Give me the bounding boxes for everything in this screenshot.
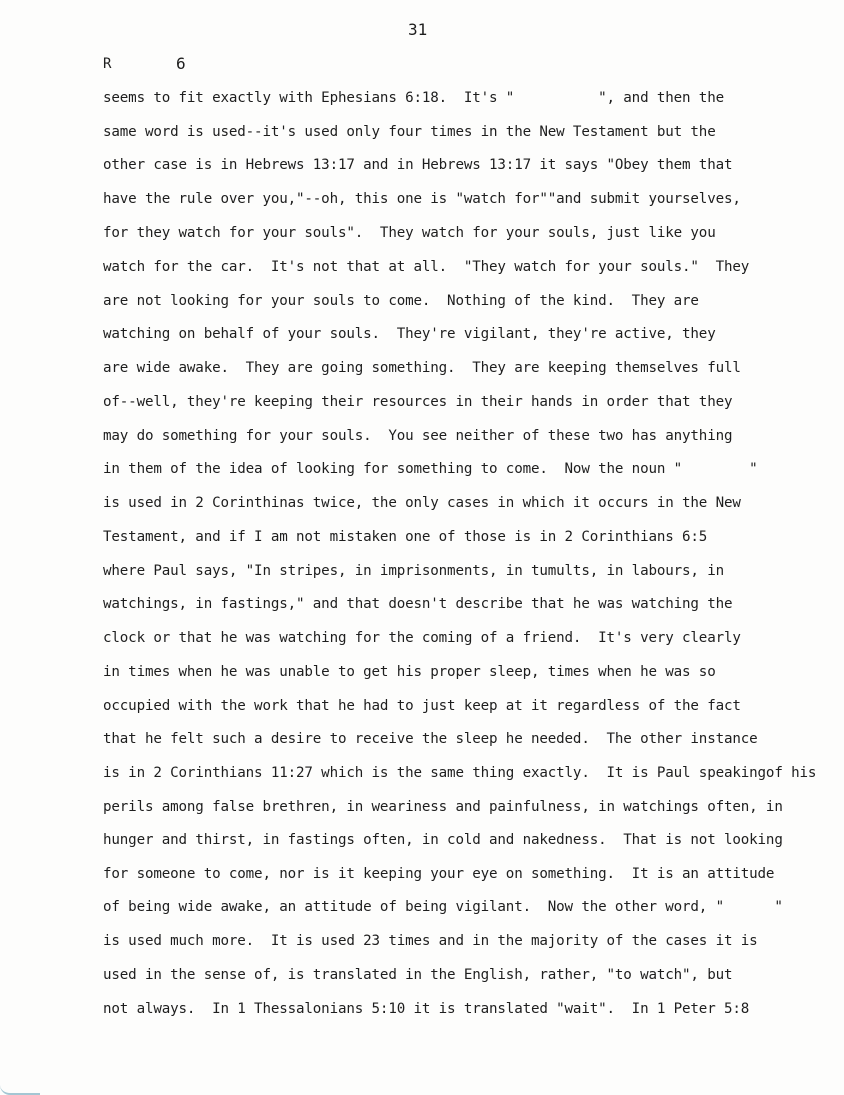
body-line: same word is used--it's used only four times in the New Testament but the bbox=[103, 124, 716, 140]
body-line: watching on behalf of your souls. They're vigilant, they're active, they bbox=[103, 326, 716, 342]
scan-edge-mark bbox=[0, 1085, 40, 1095]
body-line: may do something for your souls. You see neither of these two has anything bbox=[103, 428, 733, 444]
body-line: seems to fit exactly with Ephesians 6:18. It's " ", and then the bbox=[103, 90, 724, 106]
body-line: where Paul says, "In stripes, in imprisonments, in tumults, in labours, in bbox=[103, 563, 724, 579]
header-number: 6 bbox=[176, 54, 186, 73]
body-line: for someone to come, nor is it keeping your eye on something. It is an attitude bbox=[103, 866, 775, 882]
body-line: is in 2 Corinthians 11:27 which is the same thing exactly. It is Paul speakingof his bbox=[103, 765, 817, 781]
body-line: clock or that he was watching for the coming of a friend. It's very clearly bbox=[103, 630, 741, 646]
header-letter: R bbox=[103, 56, 112, 72]
body-line: not always. In 1 Thessalonians 5:10 it is translated "wait". In 1 Peter 5:8 bbox=[103, 1001, 750, 1017]
body-line: for they watch for your souls". They watch for your souls, just like you bbox=[103, 225, 716, 241]
body-line: watch for the car. It's not that at all. "They watch for your souls." They bbox=[103, 259, 750, 275]
body-line: other case is in Hebrews 13:17 and in Hebrews 13:17 it says "Obey them that bbox=[103, 157, 733, 173]
body-line: hunger and thirst, in fastings often, in cold and nakedness. That is not looking bbox=[103, 832, 783, 848]
body-line: of being wide awake, an attitude of being vigilant. Now the other word, " " bbox=[103, 899, 783, 915]
body-line: are wide awake. They are going something. They are keeping themselves full bbox=[103, 360, 741, 376]
body-line: used in the sense of, is translated in the English, rather, "to watch", but bbox=[103, 967, 733, 983]
body-line: is used in 2 Corinthinas twice, the only cases in which it occurs in the New bbox=[103, 495, 741, 511]
body-line: of--well, they're keeping their resources in their hands in order that they bbox=[103, 394, 733, 410]
body-line: occupied with the work that he had to just keep at it regardless of the fact bbox=[103, 698, 741, 714]
body-line: in them of the idea of looking for something to come. Now the noun " " bbox=[103, 461, 758, 477]
body-line: perils among false brethren, in weariness and painfulness, in watchings often, in bbox=[103, 799, 783, 815]
body-line: in times when he was unable to get his proper sleep, times when he was so bbox=[103, 664, 716, 680]
body-line: that he felt such a desire to receive the sleep he needed. The other instance bbox=[103, 731, 758, 747]
body-line: watchings, in fastings," and that doesn't describe that he was watching the bbox=[103, 596, 733, 612]
page-number: 31 bbox=[408, 20, 428, 39]
body-line: are not looking for your souls to come. Nothing of the kind. They are bbox=[103, 293, 699, 309]
body-line: have the rule over you,"--oh, this one is "watch for""and submit yourselves, bbox=[103, 191, 741, 207]
body-line: Testament, and if I am not mistaken one of those is in 2 Corinthians 6:5 bbox=[103, 529, 708, 545]
body-line: is used much more. It is used 23 times and in the majority of the cases it is bbox=[103, 933, 758, 949]
